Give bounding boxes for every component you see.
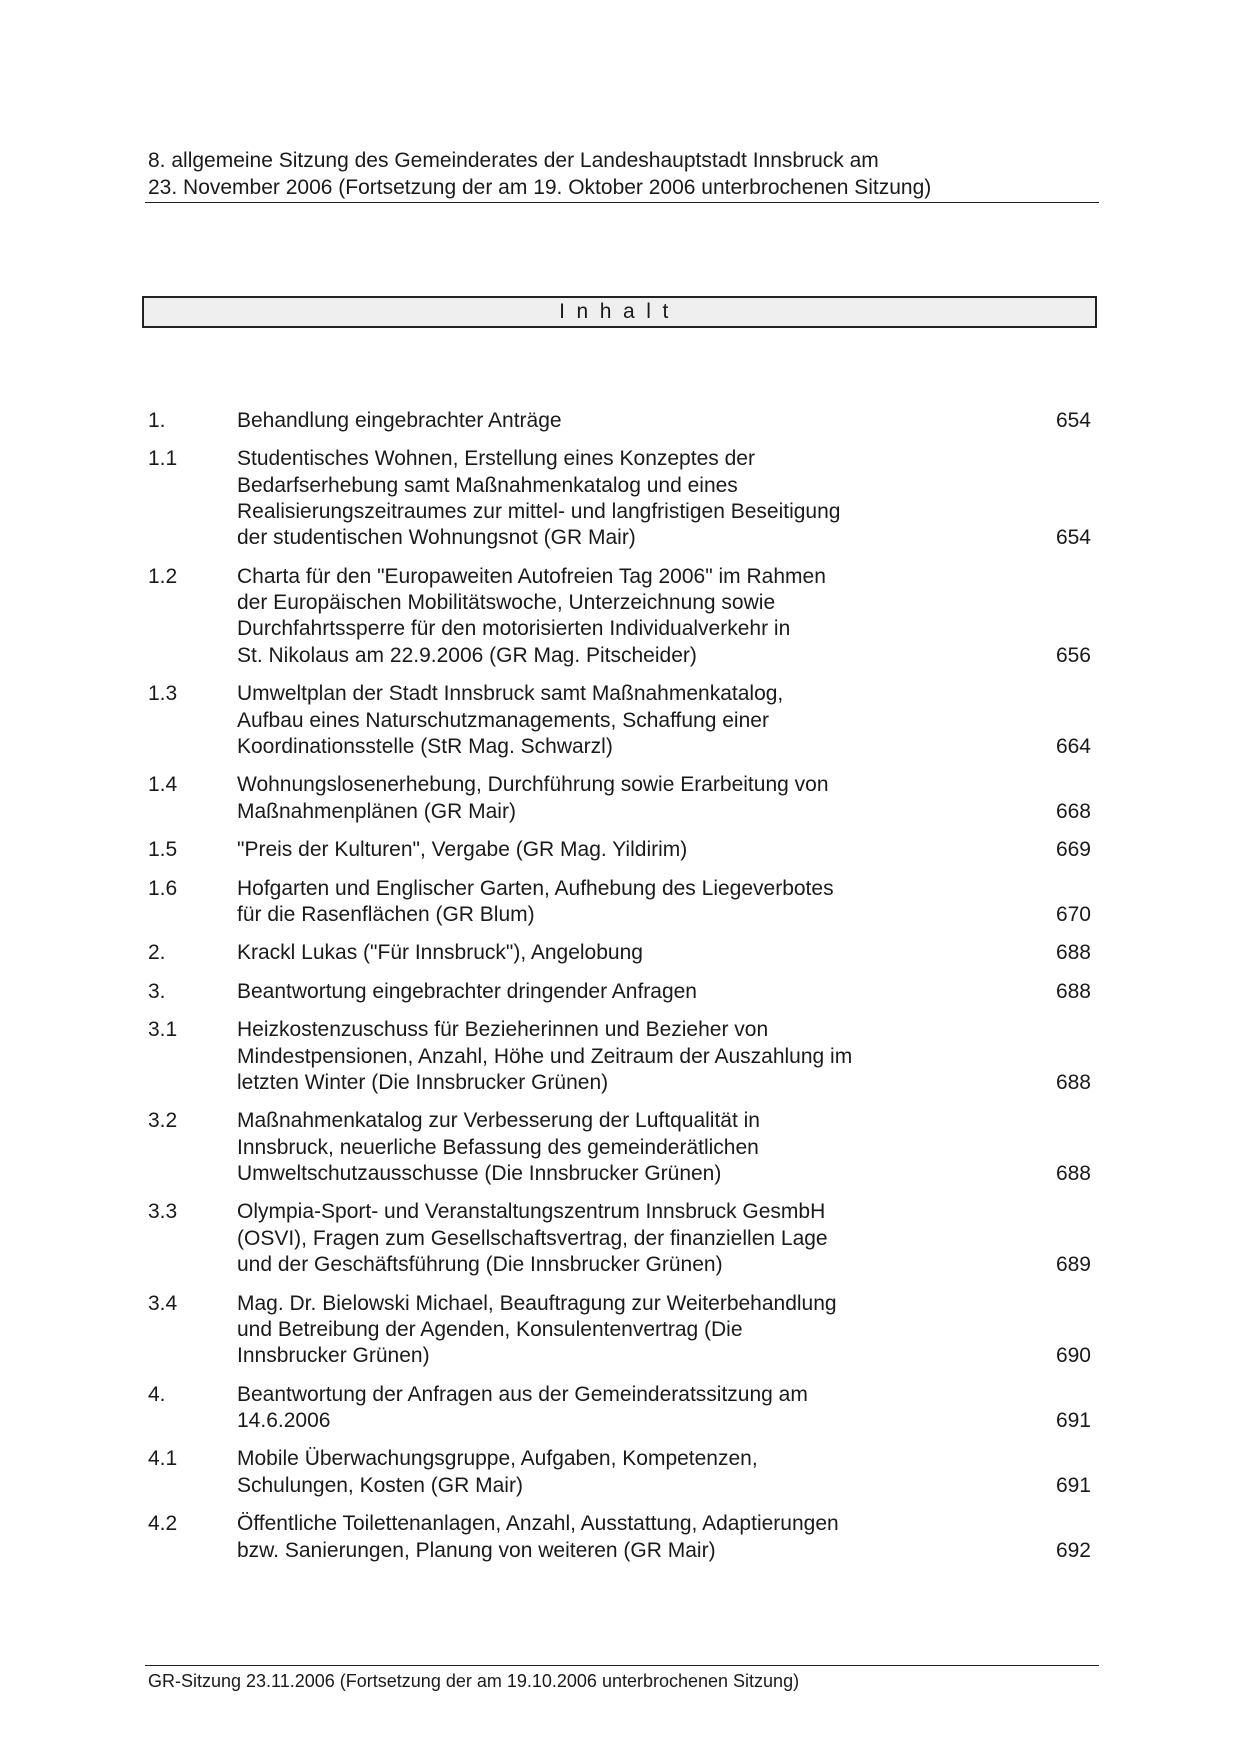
toc-entry-title-line: Mag. Dr. Bielowski Michael, Beauftragung zur Weiterbehandlung bbox=[237, 1291, 837, 1315]
table-of-contents bbox=[148, 408, 1096, 1576]
toc-entry-title-line: Innsbrucker Grünen) bbox=[237, 1344, 430, 1368]
toc-entry-page-number: 654 bbox=[1055, 409, 1091, 432]
toc-entry bbox=[148, 446, 1096, 551]
footer-divider bbox=[145, 1665, 1099, 1666]
header-line-1: 8. allgemeine Sitzung des Gemeinderates der Landeshauptstadt Innsbruck am bbox=[148, 149, 879, 172]
toc-entry-title bbox=[237, 1291, 977, 1370]
toc-entry bbox=[148, 564, 1096, 669]
toc-entry-title-line: Innsbruck, neuerliche Befassung des gemeinderätlichen bbox=[237, 1135, 759, 1159]
toc-entry bbox=[148, 1017, 1096, 1096]
toc-entry-title bbox=[237, 876, 977, 929]
toc-entry-number: 4.2 bbox=[148, 1512, 178, 1536]
toc-entry-page-number: 688 bbox=[1055, 1070, 1091, 1094]
toc-entry-title-line: Studentisches Wohnen, Erstellung eines Konzeptes der bbox=[237, 447, 755, 471]
toc-entry-page-number: 669 bbox=[1055, 838, 1091, 862]
toc-entry-title-line: Koordinationsstelle (StR Mag. Schwarzl) bbox=[237, 734, 613, 758]
toc-entry-page-number: 692 bbox=[1055, 1538, 1091, 1562]
toc-entry-title bbox=[237, 408, 977, 434]
toc-entry-number: 1.2 bbox=[148, 564, 178, 588]
toc-entry-title-line: (OSVI), Fragen zum Gesellschaftsvertrag, der finanziellen Lage bbox=[237, 1226, 828, 1250]
toc-entry-title-line: Realisierungszeitraumes zur mittel- und langfristigen Beseitigung bbox=[237, 500, 841, 524]
toc-entry-page-number: 690 bbox=[1055, 1344, 1091, 1368]
toc-entry bbox=[148, 837, 1096, 863]
toc-entry-title bbox=[237, 979, 977, 1005]
toc-entry bbox=[148, 1382, 1096, 1435]
toc-entry-number: 3. bbox=[148, 979, 166, 1003]
toc-entry-title bbox=[237, 940, 977, 966]
toc-entry-title-line: Durchfahrtssperre für den motorisierten Individualverkehr in bbox=[237, 617, 791, 641]
toc-entry-number: 3.1 bbox=[148, 1018, 178, 1042]
toc-entry-page-number: 668 bbox=[1055, 799, 1091, 823]
toc-entry-number: 1.6 bbox=[148, 876, 178, 900]
toc-entry-number: 2. bbox=[148, 941, 166, 965]
toc-entry-title bbox=[237, 1017, 977, 1096]
toc-entry-title-line: St. Nikolaus am 22.9.2006 (GR Mag. Pitscheider) bbox=[237, 643, 697, 667]
toc-entry-title-line: Umweltschutzausschusse (Die Innsbrucker Grünen) bbox=[237, 1162, 722, 1185]
toc-entry-title bbox=[237, 1199, 977, 1278]
toc-entry-number: 4. bbox=[148, 1382, 166, 1406]
contents-heading: Inhalt bbox=[559, 300, 680, 323]
toc-entry-page-number: 670 bbox=[1055, 902, 1091, 926]
toc-entry-title bbox=[237, 1108, 977, 1187]
toc-entry-page-number: 688 bbox=[1055, 941, 1091, 965]
toc-entry-title bbox=[237, 1446, 977, 1499]
toc-entry-number: 3.2 bbox=[148, 1109, 178, 1133]
toc-entry-number: 1. bbox=[148, 409, 166, 432]
toc-entry-title-line: 14.6.2006 bbox=[237, 1408, 331, 1432]
toc-entry-title-line: Hofgarten und Englischer Garten, Aufhebung des Liegeverbotes bbox=[237, 876, 834, 900]
toc-entry-number: 3.3 bbox=[148, 1200, 178, 1224]
toc-entry bbox=[148, 979, 1096, 1005]
toc-entry-title bbox=[237, 1382, 977, 1435]
toc-entry-title-line: Bedarfserhebung samt Maßnahmenkatalog und eines bbox=[237, 473, 738, 497]
toc-entry bbox=[148, 1511, 1096, 1564]
header-divider bbox=[145, 202, 1099, 203]
toc-entry-number: 1.4 bbox=[148, 773, 178, 797]
contents-heading-box bbox=[142, 296, 1097, 328]
toc-entry-title-line: Umweltplan der Stadt Innsbruck samt Maßnahmenkatalog, bbox=[237, 682, 784, 706]
toc-entry-title-line: Heizkostenzuschuss für Bezieherinnen und Bezieher von bbox=[237, 1018, 769, 1042]
toc-entry-page-number: 688 bbox=[1055, 979, 1091, 1003]
toc-entry-title-line: bzw. Sanierungen, Planung von weiteren (GR Mair) bbox=[237, 1538, 716, 1562]
toc-entry-title bbox=[237, 446, 977, 551]
toc-entry-number: 1.3 bbox=[148, 682, 178, 706]
toc-entry bbox=[148, 1291, 1096, 1370]
toc-entry bbox=[148, 1199, 1096, 1278]
toc-entry-title bbox=[237, 1511, 977, 1564]
toc-entry bbox=[148, 1108, 1096, 1187]
toc-entry-title bbox=[237, 837, 977, 863]
toc-entry-page-number: 654 bbox=[1055, 526, 1091, 550]
toc-entry-title-line: Wohnungslosenerhebung, Durchführung sowie Erarbeitung von bbox=[237, 773, 829, 797]
toc-entry-number: 1.5 bbox=[148, 838, 178, 862]
toc-entry-title-line: Krackl Lukas ("Für Innsbruck"), Angelobung bbox=[237, 941, 643, 965]
toc-entry-title bbox=[237, 564, 977, 669]
toc-entry-title-line: Schulungen, Kosten (GR Mair) bbox=[237, 1473, 523, 1497]
page-footer: GR-Sitzung 23.11.2006 (Fortsetzung der am 19.10.2006 unterbrochenen Sitzung) bbox=[148, 1671, 800, 1691]
toc-entry-title-line: Mobile Überwachungsgruppe, Aufgaben, Kompetenzen, bbox=[237, 1447, 758, 1471]
toc-entry-title-line: Beantwortung eingebrachter dringender Anfragen bbox=[237, 979, 697, 1003]
toc-entry-title-line: Charta für den "Europaweiten Autofreien Tag 2006" im Rahmen bbox=[237, 564, 826, 588]
toc-entry bbox=[148, 772, 1096, 825]
toc-entry-page-number: 664 bbox=[1055, 734, 1091, 758]
toc-entry bbox=[148, 940, 1096, 966]
toc-entry-page-number: 688 bbox=[1055, 1162, 1091, 1185]
toc-entry-title-line: letzten Winter (Die Innsbrucker Grünen) bbox=[237, 1070, 609, 1094]
toc-entry bbox=[148, 408, 1096, 434]
header-line-2: 23. November 2006 (Fortsetzung der am 19. Oktober 2006 unterbrochenen Sitzung) bbox=[148, 176, 932, 199]
toc-entry-title-line: "Preis der Kulturen", Vergabe (GR Mag. Yildirim) bbox=[237, 838, 688, 862]
toc-entry bbox=[148, 681, 1096, 760]
toc-entry-title-line: der studentischen Wohnungsnot (GR Mair) bbox=[237, 526, 636, 550]
toc-entry-title-line: Maßnahmenkatalog zur Verbesserung der Luftqualität in bbox=[237, 1109, 760, 1133]
toc-entry-page-number: 691 bbox=[1055, 1408, 1091, 1432]
toc-entry-title-line: Behandlung eingebrachter Anträge bbox=[237, 409, 562, 432]
toc-entry-title bbox=[237, 681, 977, 760]
toc-entry-title-line: der Europäischen Mobilitätswoche, Unterzeichnung sowie bbox=[237, 591, 776, 615]
toc-entry-page-number: 691 bbox=[1055, 1473, 1091, 1497]
toc-entry-number: 4.1 bbox=[148, 1447, 178, 1471]
toc-entry bbox=[148, 1446, 1096, 1499]
toc-entry-title-line: für die Rasenflächen (GR Blum) bbox=[237, 902, 535, 926]
toc-entry-title bbox=[237, 772, 977, 825]
toc-entry-number: 1.1 bbox=[148, 447, 178, 471]
toc-entry-title-line: Olympia-Sport- und Veranstaltungszentrum Innsbruck GesmbH bbox=[237, 1200, 826, 1224]
document-header bbox=[148, 147, 1098, 201]
toc-entry-title-line: Mindestpensionen, Anzahl, Höhe und Zeitraum der Auszahlung im bbox=[237, 1044, 853, 1068]
toc-entry-page-number: 689 bbox=[1055, 1253, 1091, 1277]
toc-entry-title-line: Öffentliche Toilettenanlagen, Anzahl, Ausstattung, Adaptierungen bbox=[237, 1512, 839, 1536]
toc-entry-title-line: und der Geschäftsführung (Die Innsbrucker Grünen) bbox=[237, 1253, 723, 1277]
toc-entry-title-line: Aufbau eines Naturschutzmanagements, Schaffung einer bbox=[237, 708, 769, 732]
toc-entry-title-line: Maßnahmenplänen (GR Mair) bbox=[237, 799, 516, 823]
toc-entry-page-number: 656 bbox=[1055, 643, 1091, 667]
toc-entry bbox=[148, 876, 1096, 929]
toc-entry-title-line: und Betreibung der Agenden, Konsulentenvertrag (Die bbox=[237, 1317, 743, 1341]
toc-entry-number: 3.4 bbox=[148, 1291, 178, 1315]
toc-entry-title-line: Beantwortung der Anfragen aus der Gemeinderatssitzung am bbox=[237, 1382, 808, 1406]
